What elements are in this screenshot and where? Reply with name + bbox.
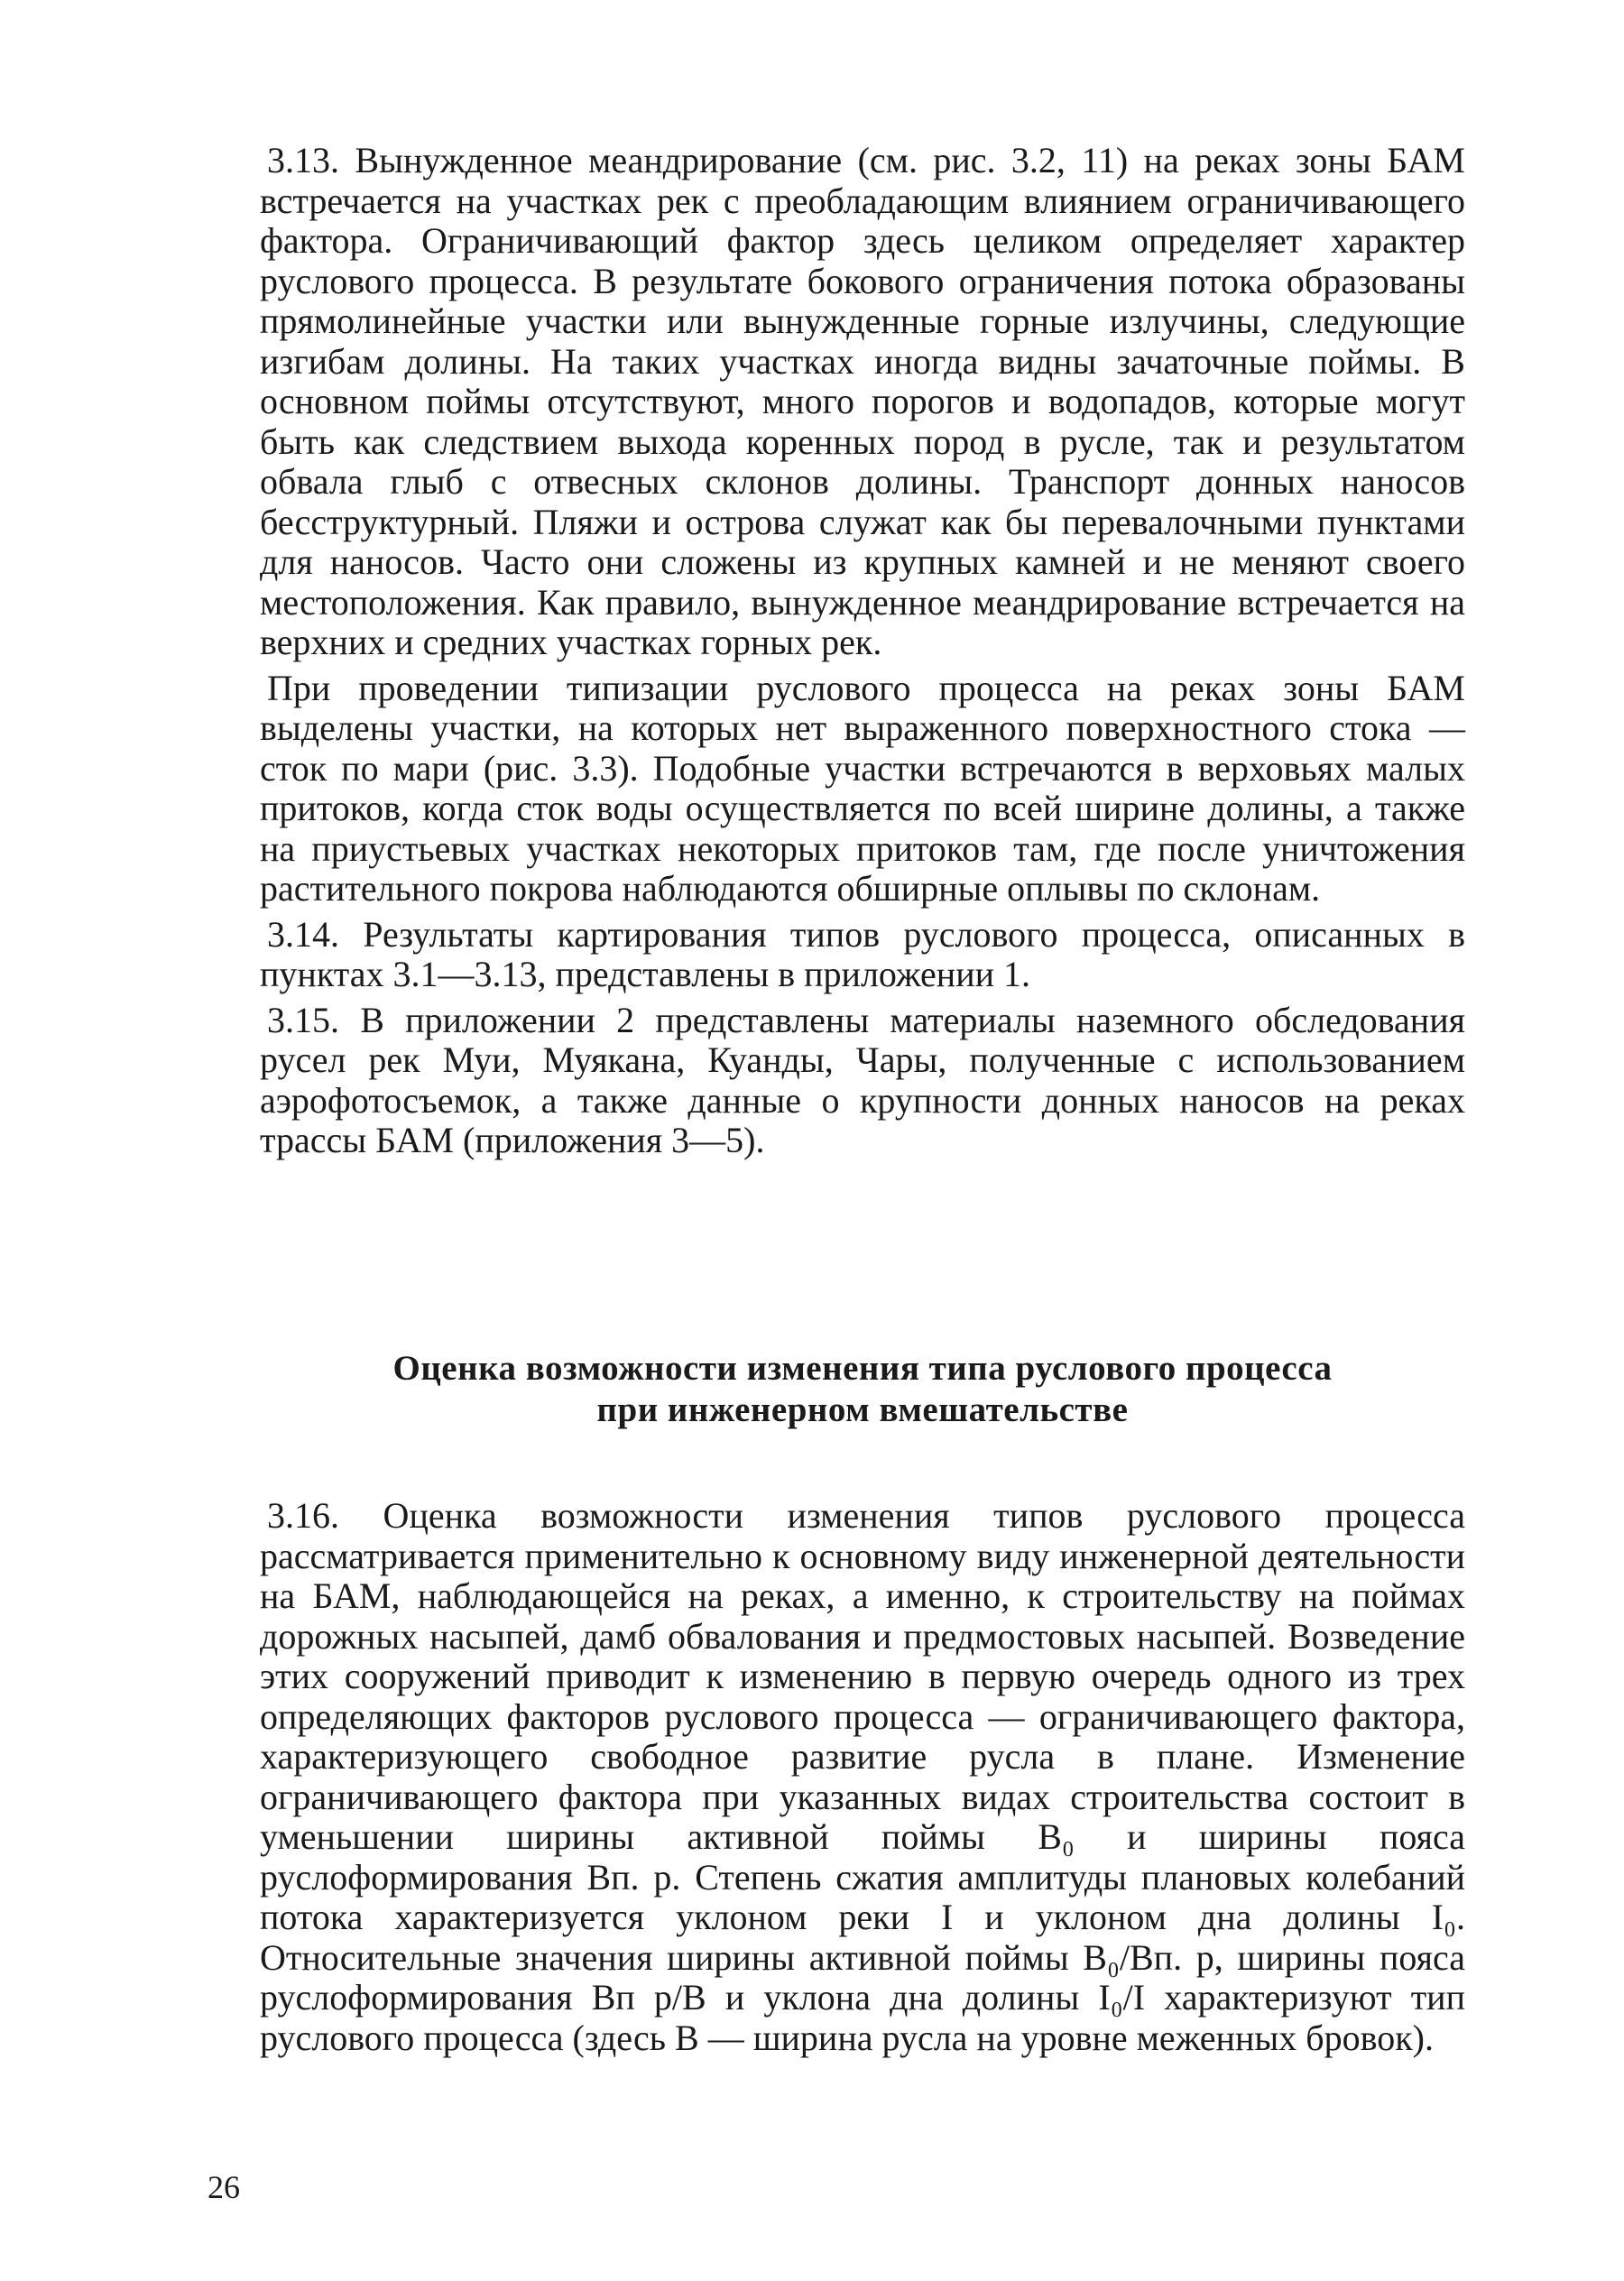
paragraph-3-15: 3.15. В приложении 2 представлены материалы наземного обследования русел рек Муи, Муякана, Куанды, Чары, полученные с использованием аэрофотосъемок, а также данные о крупности донных наносов на реках трассы БАМ (приложения 3—5). (260, 999, 1465, 1160)
section-classification-text (260, 141, 1465, 1161)
paragraph-3-13: 3.13. Вынужденное меандрирование (см. рис. 3.2, 11) на реках зоны БАМ встречается на участках рек с преобладающим влиянием ограничивающего фактора. Ограничивающий фактор здесь целиком определяет характер руслового процесса. В результате бокового ограничения потока образованы прямолинейные участки или вынужденные горные излучины, следующие изгибам долины. На таких участках иногда видны зачаточные поймы. В основном поймы отсутствуют, много порогов и водопадов, которые могут быть как следствием выхода коренных пород в русле, так и результатом обвала глыб с отвесных склонов долины. Транспорт донных наносов бесструктурный. Пляжи и острова служат как бы перевалочными пунктами для наносов. Часто они сложены из крупных камней и не меняют своего местоположения. Как правило, вынужденное меандрирование встречается на верхних и средних участках горных рек. (260, 140, 1465, 662)
paragraph-mari-flow: При проведении типизации руслового процесса на реках зоны БАМ выделены участки, на которых нет выраженного поверхностного стока — сток по мари (рис. 3.3). Подобные участки встречаются в верховьях малых притоков, когда сток воды осуществляется по всей ширине долины, а также на приустьевых участках некоторых притоков там, где после уничтожения растительного покрова наблюдаются обширные оплывы по склонам. (260, 667, 1465, 909)
section-assessment-text (260, 1496, 1465, 2058)
page-number: 26 (208, 2169, 240, 2205)
section-heading-line-1: Оценка возможности изменения типа руслового процесса (392, 1349, 1333, 1388)
section-heading-line-2: при инженерном вмешательстве (596, 1390, 1129, 1429)
paragraph-3-16: 3.16. Оценка возможности изменения типов руслового процесса рассматривается применительно к основному виду инженерной деятельности на БАМ, наблюдающейся на реках, а именно, к строительству на поймах дорожных насыпей, дамб обвалования и предмостовых насыпей. Возведение этих сооружений приводит к изменению в первую очередь одного из трех определяющих факторов руслового процесса — ограничивающего фактора, характеризующего свободное развитие русла в плане. Изменение ограничивающего фактора при указанных видах строительства состоит в уменьшении ширины активной поймы B₀ и ширины пояса руслоформирования Bп. р. Степень сжатия амплитуды плановых колебаний потока характеризуется уклоном реки I и уклоном дна долины I₀. Относительные значения ширины активной поймы B₀/Bп. р, ширины пояса руслоформирования Bп р/B и уклона дна долины I₀/I характеризуют тип руслового процесса (здесь B — ширина русла на уровне меженных бровок). (260, 1495, 1465, 2058)
paragraph-3-14: 3.14. Результаты картирования типов руслового процесса, описанных в пунктах 3.1—3.13, представлены в приложении 1. (260, 913, 1465, 994)
section-heading (260, 1348, 1465, 1431)
